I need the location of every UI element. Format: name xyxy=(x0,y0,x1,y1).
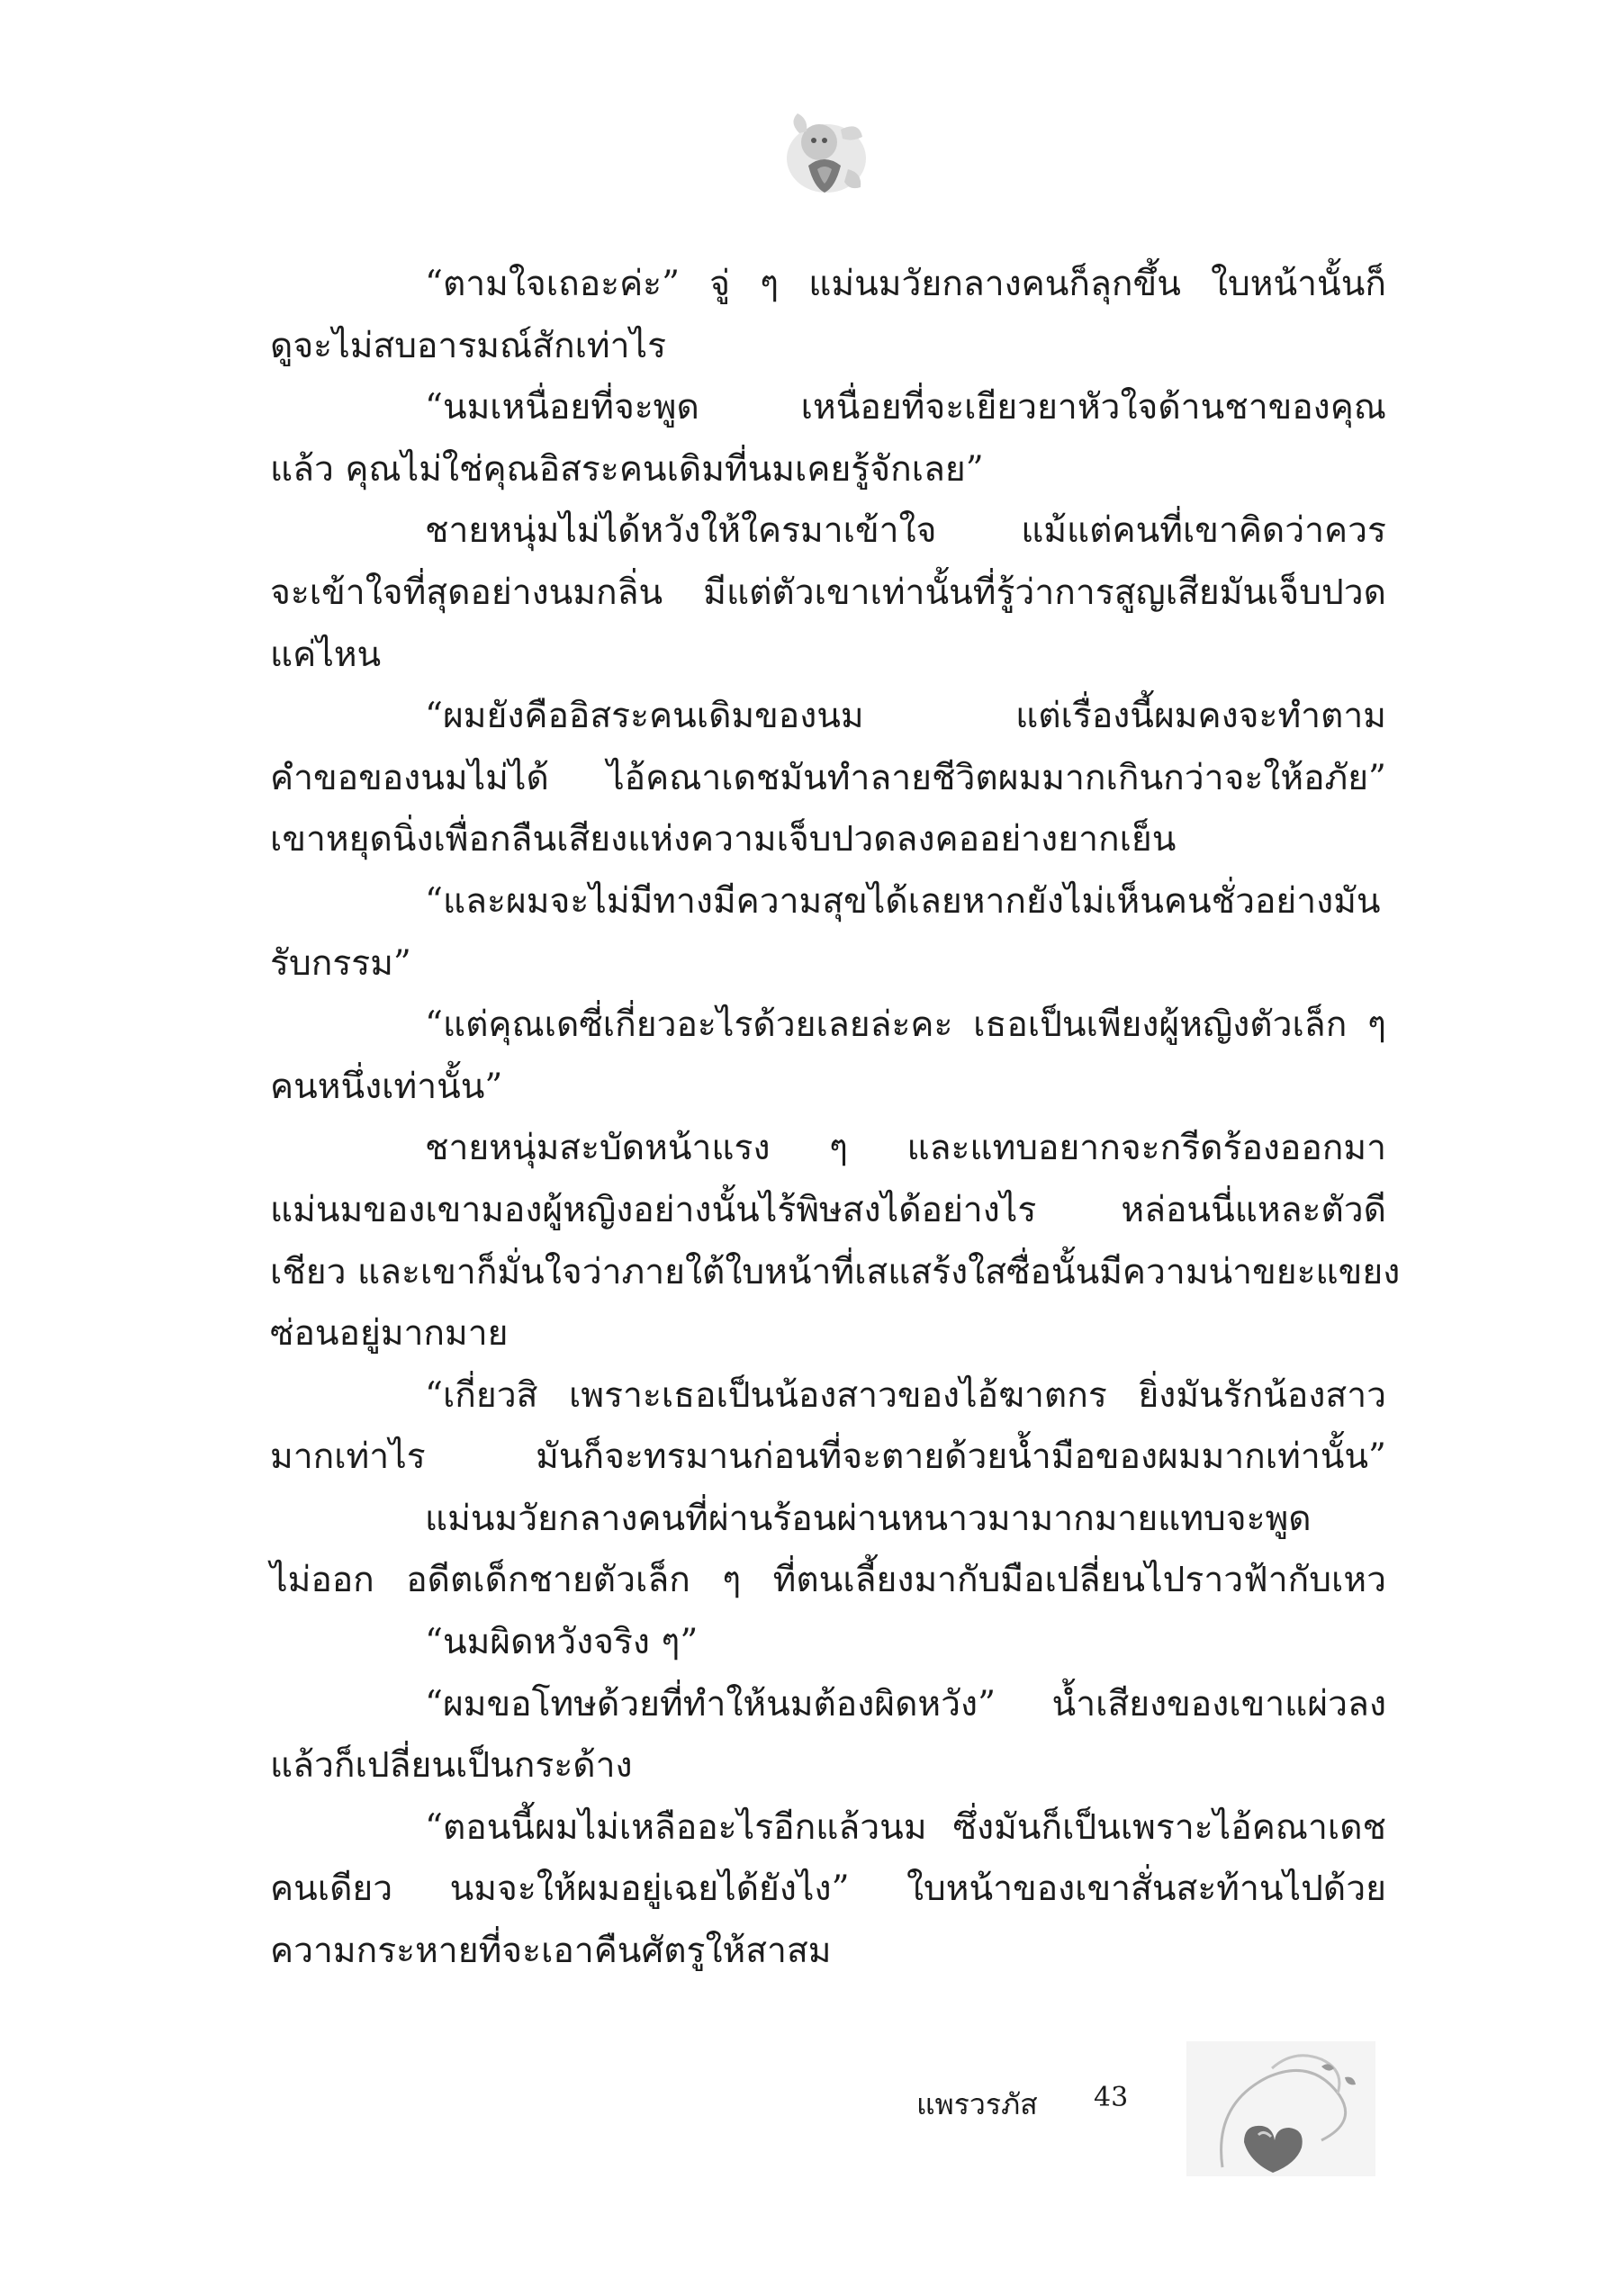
text-line: เขาหยุดนิ่งเพื่อกลืนเสียงแห่งความเจ็บปวดลงคออย่างยากเย็น xyxy=(270,819,1177,860)
text-line: คนหนึ่งเท่านั้น” xyxy=(270,1066,503,1107)
text-line: ความกระหายที่จะเอาคืนศัตรูให้สาสม xyxy=(270,1931,832,1972)
text-line: แค่ไหน xyxy=(270,634,382,675)
text-line: คำขอของนมไม่ได้ ไอ้คณาเดชมันทำลายชีวิตผมมากเกินกว่าจะให้อภัย” xyxy=(270,757,1386,798)
cherub-ornament-icon xyxy=(772,106,880,203)
text-line: คนเดียว นมจะให้ผมอยู่เฉยได้ยังไง” ใบหน้าของเขาสั่นสะท้านไปด้วย xyxy=(270,1868,1386,1910)
text-line: แม่นมวัยกลางคนที่ผ่านร้อนผ่านหนาวมามากมายแทบจะพูด xyxy=(425,1498,1312,1539)
text-line: “นมเหนื่อยที่จะพูด เหนื่อยที่จะเยียวยาหัวใจด้านชาของคุณ xyxy=(425,387,1386,428)
text-line: แล้วก็เปลี่ยนเป็นกระด้าง xyxy=(270,1745,633,1787)
text-line: “นมผิดหวังจริง ๆ” xyxy=(425,1622,699,1663)
text-line: ดูจะไม่สบอารมณ์สักเท่าไร xyxy=(270,325,667,366)
text-line: “เกี่ยวสิ เพราะเธอเป็นน้องสาวของไอ้ฆาตกร ยิ่งมันรักน้องสาว xyxy=(425,1374,1386,1416)
text-line: เชียว และเขาก็มั่นใจว่าภายใต้ใบหน้าที่เสแสร้งใสซื่อนั้นมีความน่าขยะแขยง xyxy=(270,1251,1401,1292)
page-number: 43 xyxy=(1094,2082,1129,2113)
book-title: แพรวรภัส xyxy=(916,2087,1038,2121)
text-line: “ผมขอโทษด้วยที่ทำให้นมต้องผิดหวัง” น้ำเสียงของเขาแผ่วลง xyxy=(425,1683,1386,1724)
text-line: “ตามใจเถอะค่ะ” จู่ ๆ แม่นมวัยกลางคนก็ลุกขึ้น ใบหน้านั้นก็ xyxy=(425,264,1386,304)
text-line: ไม่ออก อดีตเด็กชายตัวเล็ก ๆ ที่ตนเลี้ยงมากับมือเปลี่ยนไปราวฟ้ากับเหว xyxy=(270,1560,1386,1601)
text-line: “และผมจะไม่มีทางมีความสุขได้เลยหากยังไม่เห็นคนชั่วอย่างมัน xyxy=(425,880,1381,922)
text-line: “แต่คุณเดซี่เกี่ยวอะไรด้วยเลยล่ะคะ เธอเป็นเพียงผู้หญิงตัวเล็ก ๆ xyxy=(425,1004,1386,1046)
text-line: ชายหนุ่มไม่ได้หวังให้ใครมาเข้าใจ แม้แต่คนที่เขาคิดว่าควร xyxy=(425,510,1386,552)
text-line: มากเท่าไร มันก็จะทรมานก่อนที่จะตายด้วยน้ำมือของผมมากเท่านั้น” xyxy=(270,1436,1386,1478)
text-line: “ผมยังคืออิสระคนเดิมของนม แต่เรื่องนี้ผมคงจะทำตาม xyxy=(425,696,1386,737)
text-line: ซ่อนอยู่มากมาย xyxy=(270,1313,509,1355)
text-line: รับกรรม” xyxy=(270,942,411,984)
text-line: “ตอนนี้ผมไม่เหลืออะไรอีกแล้วนม ซึ่งมันก็เป็นเพราะไอ้คณาเดช xyxy=(425,1806,1386,1848)
text-line: ชายหนุ่มสะบัดหน้าแรง ๆ และแทบอยากจะกรีดร้องออกมา xyxy=(425,1128,1386,1169)
heart-necklace-icon xyxy=(1186,2041,1375,2176)
story-text xyxy=(270,254,1401,1983)
text-line: แล้ว คุณไม่ใช่คุณอิสระคนเดิมที่นมเคยรู้จักเลย” xyxy=(270,448,984,490)
text-line: แม่นมของเขามองผู้หญิงอย่างนั้นไร้พิษสงได้อย่างไร หล่อนนี่แหละตัวดี xyxy=(270,1189,1386,1230)
text-line: จะเข้าใจที่สุดอย่างนมกลิ่น มีแต่ตัวเขาเท่านั้นที่รู้ว่าการสูญเสียมันเจ็บปวด xyxy=(270,572,1386,613)
